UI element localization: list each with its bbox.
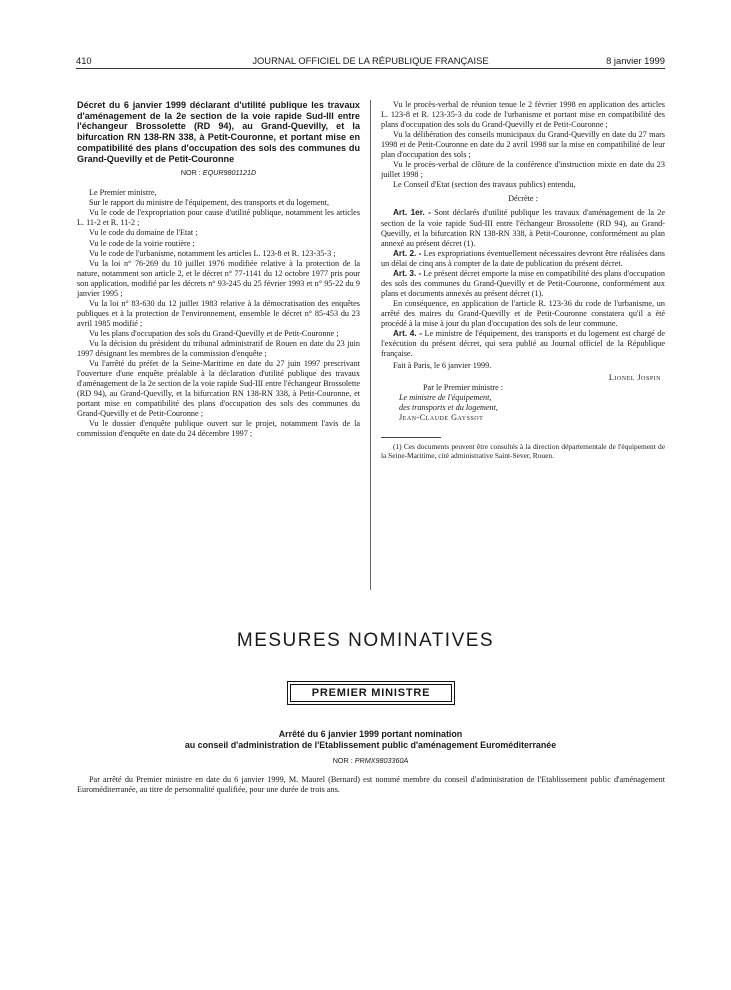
left-column xyxy=(77,100,360,439)
signatory-name: Lionel Jospin xyxy=(608,373,661,383)
article-paragraph xyxy=(381,329,665,359)
ministry-box xyxy=(287,681,455,705)
header-rule xyxy=(76,68,665,69)
arrete-nor xyxy=(76,756,665,765)
footnote-rule xyxy=(381,437,441,438)
article-text: Le ministre de l'équipement, des transports et du logement est chargé de l'exécution du présent décret, qui sera publié au Journal officiel de la République française. xyxy=(381,329,665,359)
page-number: 410 xyxy=(76,55,92,66)
by-prime-minister: Par le Premier ministre : xyxy=(423,383,504,393)
visa-paragraph: Vu le procès-verbal de clôture de la conférence d'instruction mixte en date du 23 juillet 1998 ; xyxy=(381,160,665,180)
visa-paragraph: Vu le procès-verbal de réunion tenue le 2 février 1998 en application des articles L. 123-8 et R. 123-35-3 du code de l'urbanisme et portant mise en compatibilité des plans d'occupation des sols du Grand-Quevilly et de Petit-Couronne ; xyxy=(381,100,665,130)
arrete-title-line-1: Arrêté du 6 janvier 1999 portant nomination xyxy=(278,729,463,739)
column-divider xyxy=(370,100,371,590)
article-paragraph xyxy=(381,269,665,299)
nor-code: PRMX9803360A xyxy=(354,756,409,765)
right-column xyxy=(381,100,665,460)
arrete-body xyxy=(77,775,665,796)
page-header xyxy=(76,55,665,69)
article-label: Art. 2. - xyxy=(393,248,422,258)
visa-paragraph: Sur le rapport du ministre de l'équipement, des transports et du logement, xyxy=(89,198,329,208)
article-label: Art. 1er. - xyxy=(393,208,431,218)
visa-paragraph: Vu l'arrêté du préfet de la Seine-Maritime en date du 27 juin 1997 prescrivant l'ouverture d'une enquête préalable à la déclaration d'utilité publique des travaux d'aménagement de la 2e section de la voie rapide Sud-III entre l'échangeur Brossolette (RD 94), au Grand-Quevilly, et la bifurcation RN 138-RN 338, à Petit-Couronne, et portant mise en compatibilité des plans d'occupation des sols des communes du Grand-Quevilly et de Petit-Couronne ; xyxy=(77,359,360,419)
nor-code: EQUR9801121D xyxy=(202,168,257,178)
visa-paragraph: Le Conseil d'Etat (section des travaux publics) entendu, xyxy=(393,180,576,190)
nor-label: NOR : xyxy=(332,756,353,765)
visa-paragraph: Vu le dossier d'enquête publique ouvert sur le projet, notamment l'avis de la commission d'enquête en date du 24 décembre 1997 ; xyxy=(77,419,360,439)
article-label: Art. 4. - xyxy=(393,329,423,339)
arrete-title xyxy=(76,729,665,751)
visa-paragraph: Vu la loi n° 83-630 du 12 juillet 1983 relative à la démocratisation des enquêtes publiques et à la protection de l'environnement, ensemble le décret n° 85-453 du 23 avril 1985 modifié ; xyxy=(77,298,360,328)
section-title: MESURES NOMINATIVES xyxy=(236,630,495,651)
article-paragraph xyxy=(381,249,665,269)
footnote: (1) Ces documents peuvent être consultés à la direction départementale de l'équipement de la Seine-Maritime, cité administrative Saint-Sever, Rouen. xyxy=(381,442,665,461)
decree-nor xyxy=(77,168,360,178)
arrete-title-line-2: au conseil d'administration de l'Etablissement public d'aménagement Euroméditerranée xyxy=(184,740,557,750)
decree-opening: Le Premier ministre, xyxy=(89,188,157,198)
signature-block xyxy=(381,373,665,423)
minister-name: Jean-Claude Gayssot xyxy=(399,413,484,423)
article-text: Le présent décret emporte la mise en compatibilité des plans d'occupation des sols des communes du Grand-Quevilly et de Petit-Couronne, conformément aux plans et documents annexés au présent décret (1). xyxy=(381,268,665,298)
visa-paragraph: Vu la loi n° 76-269 du 10 juillet 1976 modifiée relative à la protection de la nature, notamment son article 2, et le décret n° 77-1141 du 12 octobre 1977 pris pour son application, modifié par les décrets n° 93-245 du 25 février 1993 et n° 95-22 du 9 janvier 1995 ; xyxy=(77,258,360,298)
article-text: En conséquence, en application de l'article R. 123-36 du code de l'urbanisme, un arrêté des maires du Grand-Quevilly et de Petit-Couronne constatera qu'il a été procédé à la mise à jour du plan d'occupation des sols de leur commune. xyxy=(381,298,665,328)
article-paragraph xyxy=(381,299,665,329)
minister-title-2: des transports et du logement, xyxy=(399,403,498,413)
visa-paragraph: Vu les plans d'occupation des sols du Grand-Quevilly et de Petit-Couronne ; xyxy=(89,328,339,338)
article-text: Les expropriations éventuellement nécessaires devront être réalisées dans un délai de cinq ans à compter de la date de publication du présent décret. xyxy=(381,248,665,268)
ministry-box-label: PREMIER MINISTRE xyxy=(290,684,452,702)
arrete-paragraph: Par arrêté du Premier ministre en date du 6 janvier 1999, M. Maurel (Bernard) est nommé membre du conseil d'administration de l'Etablissement public d'aménagement Euroméditerranée, au titre de personnalité qualifiée, pour une durée de trois ans. xyxy=(77,775,665,795)
visa-paragraph: Vu le code de l'urbanisme, notamment les articles L. 123-8 et R. 123-35-3 ; xyxy=(89,248,336,258)
article-paragraph xyxy=(381,208,665,248)
decrete-heading: Décrète : xyxy=(508,194,538,204)
article-text: Sont déclarés d'utilité publique les travaux d'aménagement de la 2e section de la voie rapide Sud-III entre l'échangeur Brossolette (RD 94), au Grand-Quevilly, et la bifurcation RN 138-RN 338, à Petit-Couronne, conformément au plan annexé au présent décret (1). xyxy=(381,208,666,248)
article-label: Art. 3. - xyxy=(393,268,422,278)
done-at: Fait à Paris, le 6 janvier 1999. xyxy=(393,361,492,371)
visa-paragraph: Vu la décision du président du tribunal administratif de Rouen en date du 23 juin 1997 désignant les membres de la commission d'enquête ; xyxy=(77,338,360,359)
visa-paragraph: Vu le code de l'expropriation pour cause d'utilité publique, notamment les articles L. 11-2 et R. 11-2 ; xyxy=(77,208,360,228)
issue-date: 8 janvier 1999 xyxy=(606,55,665,66)
nor-label: NOR : xyxy=(180,168,201,178)
minister-title-1: Le ministre de l'équipement, xyxy=(399,393,492,403)
visa-paragraph: Vu le code du domaine de l'Etat ; xyxy=(89,228,198,238)
visa-paragraph: Vu le code de la voirie routière ; xyxy=(89,238,195,248)
journal-title: JOURNAL OFFICIEL DE LA RÉPUBLIQUE FRANÇAISE xyxy=(252,55,489,66)
decree-title: Décret du 6 janvier 1999 déclarant d'utilité publique les travaux d'aménagement de la 2e section de la voie rapide Sud-III entre l'échangeur Brossolette (RD 94), au Grand-Quevilly, et la bifurcation RN 138-RN 338, à Petit-Couronne, et portant mise en compatibilité des plans d'occupation des sols des communes du Grand-Quevilly et de Petit-Couronne xyxy=(77,100,360,164)
visa-paragraph: Vu la délibération des conseils municipaux du Grand-Quevilly en date du 27 mars 1998 et de Petit-Couronne en date du 2 avril 1998 sur la mise en compatibilité de leur plan d'occupation des sols ; xyxy=(381,130,665,160)
